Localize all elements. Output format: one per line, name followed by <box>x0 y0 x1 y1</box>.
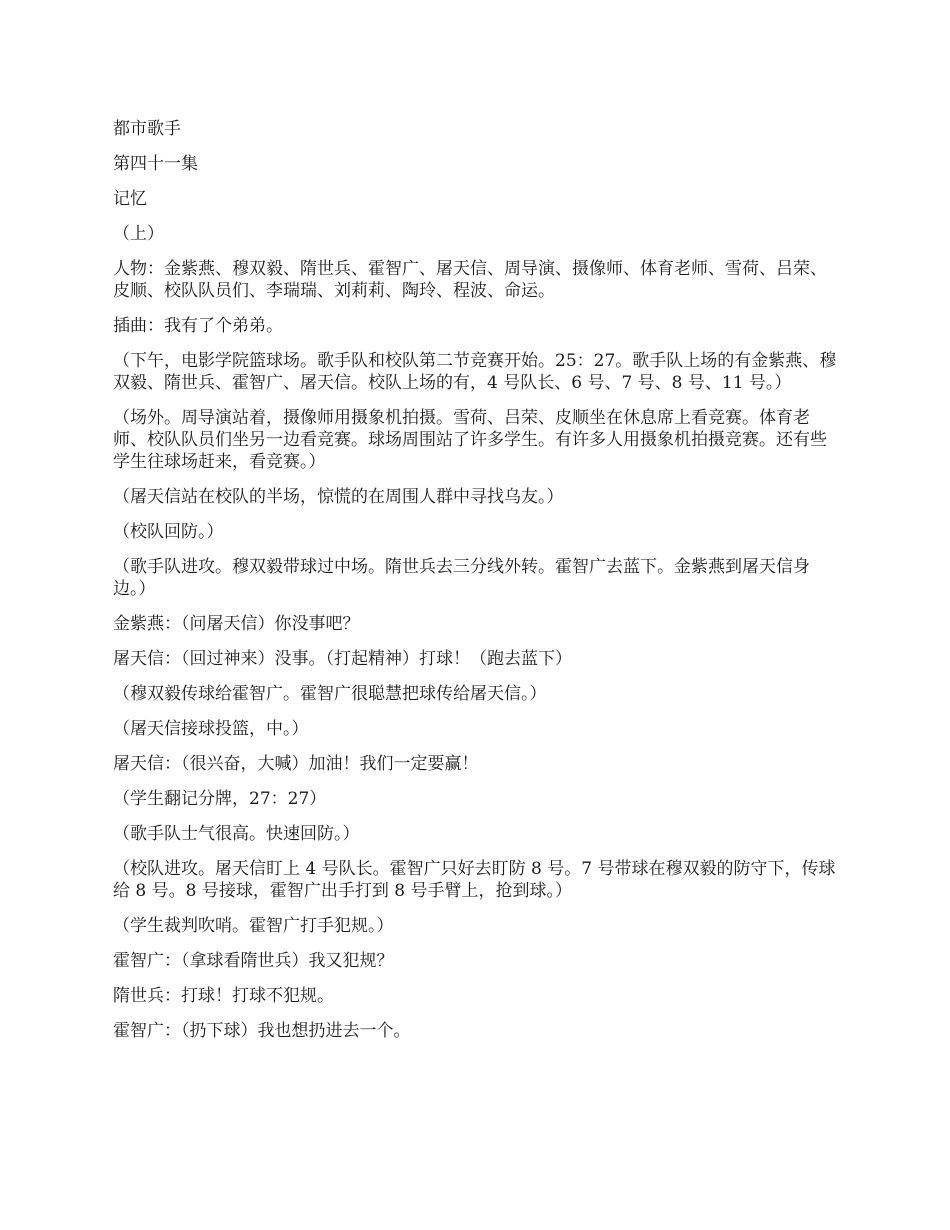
dialogue-line: 金紫燕：（问屠天信）你没事吧？ <box>113 614 360 634</box>
dialogue-line: 霍智广：（拿球看隋世兵）我又犯规？ <box>113 951 394 971</box>
stage-direction: （歌手队进攻。穆双毅带球过中场。隋世兵去三分线外转。霍智广去蓝下。金紫燕到屠天信身边。） <box>113 557 810 599</box>
stage-direction: （屠天信站在校队的半场，惊慌的在周围人群中寻找乌友。） <box>113 487 564 507</box>
stage-direction: （场外。周导演站着，摄像师用摄象机拍摄。雪荷、吕荣、皮顺坐在休息席上看竞赛。体育老师、校队队员们坐另一边看竞赛。球场周围站了许多学生。有许多人用摄象机拍摄竞赛。还有些学生往球场赶来，看竞赛。） <box>113 408 827 472</box>
part-label: （上） <box>113 224 164 244</box>
stage-direction: （校队回防。） <box>113 522 224 542</box>
episode-title: 记忆 <box>113 189 147 209</box>
stage-direction: （歌手队士气很高。快速回防。） <box>113 824 360 844</box>
document-page <box>113 118 843 1055</box>
episode-number: 第四十一集 <box>113 154 198 174</box>
characters-list: 人物：金紫燕、穆双毅、隋世兵、霍智广、屠天信、周导演、摄像师、体育老师、雪荷、吕荣、皮顺、校队队员们、李瑞瑞、刘莉莉、陶玲、程波、命运。 <box>113 259 827 301</box>
series-title: 都市歌手 <box>113 119 181 139</box>
dialogue-line: 屠天信：（很兴奋，大喊）加油！我们一定要赢！ <box>113 754 479 774</box>
stage-direction: （屠天信接球投篮，中。） <box>113 719 309 739</box>
stage-direction: （学生裁判吹哨。霍智广打手犯规。） <box>113 916 394 936</box>
dialogue-line: 屠天信：（回过神来）没事。（打起精神）打球！（跑去蓝下） <box>113 649 572 669</box>
stage-direction: （学生翻记分牌，27：27） <box>113 789 327 809</box>
dialogue-line: 霍智广：（扔下球）我也想扔进去一个。 <box>113 1021 411 1041</box>
stage-direction: （校队进攻。屠天信盯上 4 号队长。霍智广只好去盯防 8 号。7 号带球在穆双毅的防守下，传球给 8 号。8 号接球，霍智广出手打到 8 号手臂上，抢到球。） <box>113 859 836 901</box>
stage-direction: （下午，电影学院篮球场。歌手队和校队第二节竞赛开始。25：27。歌手队上场的有金紫燕、穆双毅、隋世兵、霍智广、屠天信。校队上场的有，4 号队长、6 号、7 号、8 号、11 号。） <box>113 351 837 393</box>
interlude-song: 插曲：我有了个弟弟。 <box>113 316 283 336</box>
dialogue-line: 隋世兵：打球！打球不犯规。 <box>113 986 334 1006</box>
stage-direction: （穆双毅传球给霍智广。霍智广很聪慧把球传给屠天信。） <box>113 684 547 704</box>
